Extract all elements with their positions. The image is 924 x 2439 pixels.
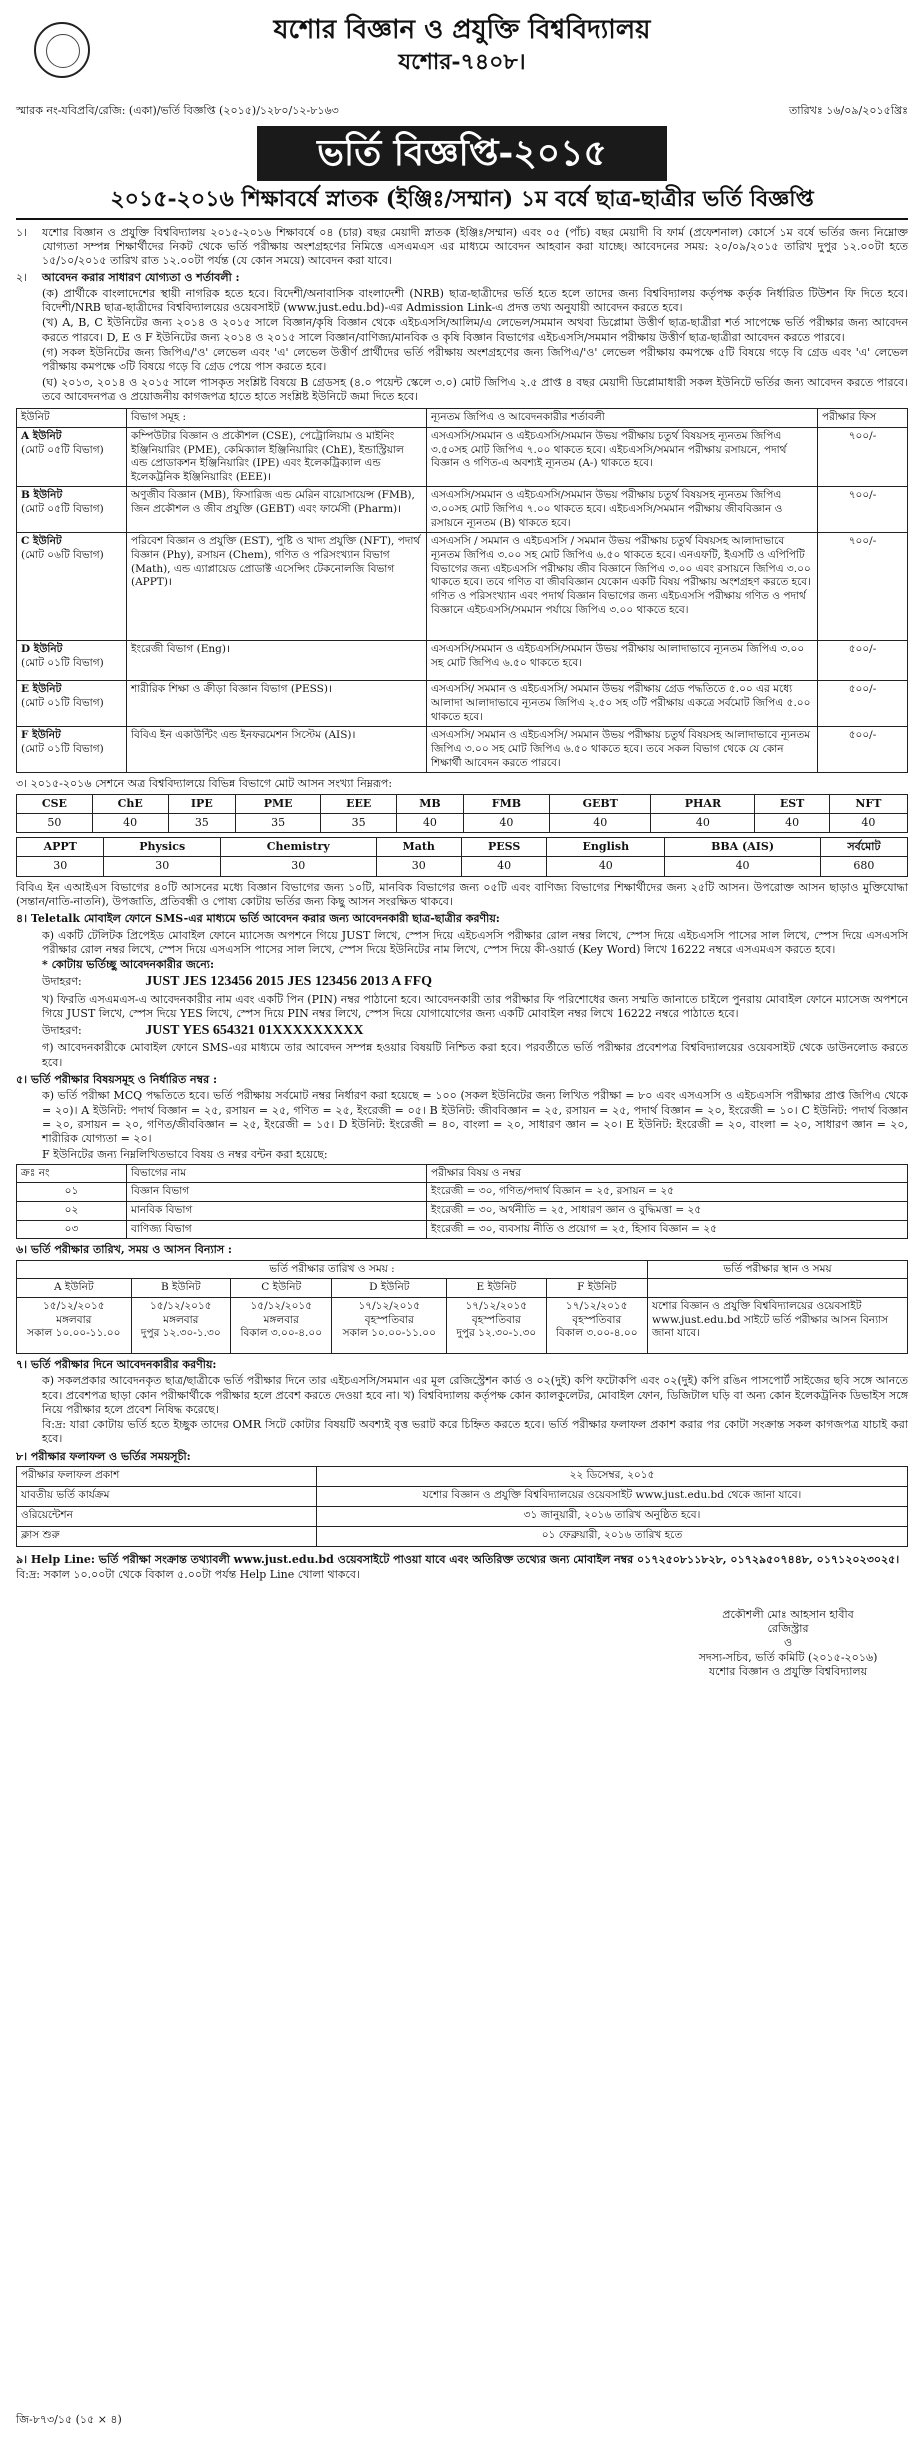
reference-line [16, 104, 908, 118]
notice-header [16, 14, 908, 100]
sms-example-1: JUST JES 123456 2015 JES 123456 2013 A FFQ [145, 974, 433, 990]
seat-dept-label: ChE [92, 794, 168, 813]
result-schedule-table [16, 1466, 908, 1547]
schedule-unit: A ইউনিট [17, 1279, 132, 1298]
university-logo [34, 22, 90, 78]
seat-dept-label: Math [376, 838, 461, 857]
seat-dept-label: PME [236, 794, 321, 813]
section-1-text: যশোর বিজ্ঞান ও প্রযুক্তি বিশ্ববিদ্যালয় ২০১৫-২০১৬ শিক্ষাবর্ষে ০৪ (চার) বছর মেয়াদী স্নাতক (ইঞ্জিঃ/সম্মান) এবং ০৫ (পাঁচ) বছর মেয়াদী বি ফার্ম (প্রফেশনাল) কোর্সে ১ম বর্ষে ভর্তির জন্য নিম্নোক্ত যোগ্যতা সম্পন্ন শিক্ষার্থীদের নিকট থেকে ভর্তি পরীক্ষায় অংশগ্রহণের নিমিত্তে এসএমএস এর মাধ্যমে আবেদন আহবান করা যাচ্ছে। আবেদনের সময়: ২০/০৯/২০১৫ তারিখ দুপুর ১২.০০টা হতে ১৫/১০/২০১৫ তারিখ রাত ১২.০০টা পর্যন্ত (যে কোন সময়ে) আবেদন করা যাবে। [42, 225, 908, 268]
seat-values-row [17, 857, 908, 876]
table-row: ০১ বিজ্ঞান বিভাগ ইংরেজী = ৩০, গণিত/পদার্থ বিজ্ঞান = ২৫, রসায়ন = ২৫ [17, 1183, 908, 1202]
schedule-unit: C ইউনিট [231, 1279, 332, 1298]
table-row: E ইউনিট (মোট ০১টি বিভাগ) শারীরিক শিক্ষা ও ক্রীড়া বিজ্ঞান বিভাগ (PESS)। এসএসসি/ সমমান ও এইচএসসি/ সমমান উভয় পরীক্ষায় গ্রেড পদ্ধতিতে ৫.০০ এর মধ্যে আলাদা আলাদাভাবে ন্যূনতম জিপিএ ২.৫০ সহ ৩টি পরীক্ষায় একত্রে সর্বমোট জিপিএ ৫.০০ থাকতে হবে। ৫০০/- [17, 681, 908, 727]
table-row: পরীক্ষার ফলাফল প্রকাশ ২২ ডিসেম্বর, ২০১৫ [17, 1467, 908, 1487]
section-6 [16, 1243, 908, 1257]
seat-count: 40 [651, 813, 755, 832]
seat-count: 30 [220, 857, 376, 876]
eligibility-para: (ঘ) ২০১৩, ২০১৪ ও ২০১৫ সালে পাসকৃত সংশ্লিষ্ট বিষয়ে B গ্রেডসহ (৪.০ পয়েন্ট স্কেলে ৩.০) মোট জিপিএ ২.৫ প্রাপ্ত ৪ বছর মেয়াদী ডিপ্লোমাধারী সকল ইউনিটে ভর্তির জন্য আবেদন করতে পারবে। তবে আবেদনপত্র ও প্রয়োজনীয় কাগজপত্র হাতে হাতে সংশ্লিষ্ট ইউনিটে জমা দিতে হবে। [42, 375, 908, 403]
notice-banner: ভর্তি বিজ্ঞপ্তি-২০১৫ [257, 126, 667, 181]
signatory-role: সদস্য-সচিব, ভর্তি কমিটি (২০১৫-২০১৬) [698, 1650, 878, 1664]
seat-count: 40 [461, 857, 546, 876]
f-unit-note: F ইউনিটের জন্য নিম্নলিখিতভাবে বিষয় ও নম্বর বন্টন করা হয়েছে: [42, 1147, 328, 1161]
signatory-title: রেজিস্ট্রার [767, 1621, 809, 1635]
seat-dept-label: Physics [104, 838, 220, 857]
notice-subtitle: ২০১৫-২০১৬ শিক্ষাবর্ষে স্নাতক (ইঞ্জিঃ/সম্মান) ১ম বর্ষে ছাত্র-ছাত্রীর ভর্তি বিজ্ঞপ্তি [16, 185, 908, 220]
seats-heading: ৩। ২০১৫-২০১৬ সেশনে অত্র বিশ্ববিদ্যালয়ে বিভিন্ন বিভাগে মোট আসন সংখ্যা নিম্নরূপ: [16, 777, 393, 791]
seat-labels-row [17, 838, 908, 857]
seat-dept-label: BBA (AIS) [665, 838, 820, 857]
seat-count: 40 [550, 813, 651, 832]
seats-table-2 [16, 837, 908, 877]
units-table [16, 408, 908, 773]
section-1: ১। যশোর বিজ্ঞান ও প্রযুক্তি বিশ্ববিদ্যালয় ২০১৫-২০১৬ শিক্ষাবর্ষে ০৪ (চার) বছর মেয়াদী স্নাতক (ইঞ্জিঃ/সম্মান) এবং ০৫ (পাঁচ) বছর মেয়াদী বি ফার্ম (প্রফেশনাল) কোর্সে ১ম বর্ষে ভর্তির জন্য নিম্নোক্ত যোগ্যতা সম্পন্ন শিক্ষার্থীদের নিকট থেকে ভর্তি পরীক্ষায় অংশগ্রহণের নিমিত্তে এসএমএস এর মাধ্যমে আবেদন আহবান করা যাচ্ছে। আবেদনের সময়: ২০/০৯/২০১৫ তারিখ দুপুর ১২.০০টা হতে ১৫/১০/২০১৫ তারিখ রাত ১২.০০টা পর্যন্ত (যে কোন সময়ে) আবেদন করা যাবে। [16, 225, 908, 268]
seat-count: 40 [397, 813, 464, 832]
exam-marks-text: ক) ভর্তি পরীক্ষা MCQ পদ্ধতিতে হবে। ভর্তি পরীক্ষায় সর্বমোট নম্বর নির্ধারণ করা হয়েছে = ১০০ (সকল ইউনিটের জন্য লিখিত পরীক্ষা = ৮০ এবং এসএসসি ও এইচএসসি পরীক্ষার প্রাপ্ত জিপিএ থেকে = ২০)। A ইউনিট: পদার্থ বিজ্ঞান = ২৫, রসায়ন = ২৫, গণিত = ২৫, ইংরেজী = ০৫। B ইউনিট: জীববিজ্ঞান = ২৫, রসায়ন = ২৫, পদার্থ বিজ্ঞান = ২০, ইংরেজী = ১০। C ইউনিট: পদার্থ বিজ্ঞান = ২০, রসায়ন = ২০, গণিত/জীববিজ্ঞান = ২৫, ইংরেজী = ১৫। D ইউনিট: ইংরেজী = ৪০, বাংলা = ২০, সাধারণ জ্ঞান = ২০। E ইউনিট: ইংরেজী = ২০, বাংলা = ২০, সাধারণ জ্ঞান = ২০, শারীরিক যোগ্যতা = ২০। [42, 1089, 908, 1146]
table-row: C ইউনিট (মোট ০৬টি বিভাগ) পরিবেশ বিজ্ঞান ও প্রযুক্তি (EST), পুষ্টি ও খাদ্য প্রযুক্তি (NFT), পদার্থ বিজ্ঞান (Phy), রসায়ন (Chem), গণিত ও পরিসংখ্যান বিভাগ (Math), এন্ড এ্যাপ্লায়েড প্রোডাক্ট এসেন্সিং টেকনোলজি বিভাগ (APPT)। এসএসসি / সমমান ও এইচএসসি / সমমান উভয় পরীক্ষায় চতুর্থ বিষয়সহ আলাদাভাবে ন্যূনতম জিপিএ ৩.০০ সহ মোট জিপিএ ৬.৫০ থাকতে হবে। এনএফটি, ইএসটি ও এপিপিটি বিভাগের জন্য এইচএসসি পরীক্ষায় জীব বিজ্ঞানে জিপিএ ৩.০০ এবং রসায়নে জিপিএ ৩.০০ থাকতে হবে। তবে গণিত বা জীববিজ্ঞান যেকোন একটি বিষয় পরীক্ষায় অংশগ্রহণ করতে হবে। গণিত ও পরিসংখ্যান এবং পদার্থ বিজ্ঞান বিভাগের জন্য এইচএসসি পরীক্ষায় গণিত ও পদার্থ বিজ্ঞানে এইচএসসি/সমমান পর্যায়ে জিপিএ ৩.০০ থাকতে হবে। ৭০০/- [17, 533, 908, 641]
seat-count: 40 [755, 813, 829, 832]
seat-count: 40 [829, 813, 907, 832]
exam-schedule-table: ভর্তি পরীক্ষার তারিখ ও সময় : ভর্তি পরীক্ষার স্থান ও সময় A ইউনিট B ইউনিট C ইউনিট D ইউনিট E ইউনিট F ইউনিট ১৫/১২/২০১৫ মঙ্গলবার সকাল ১০.০০-১১.০০ ১৫/১২/২০১৫ মঙ্গলবার দুপুর ১২.৩০-১.৩০ ১৫/১২/২০১৫ মঙ্গলবার বিকাল ৩.০০-৪.০০ ১৭/১২/২০১৫ বৃহস্পতিবার সকাল ১০.০০-১১.০০ ১৭/১২/২০১৫ বৃহস্পতিবার দুপুর ১২.৩০-১.৩০ ১৭/১২/২০১৫ বৃহস্পতিবার বিকাল ৩.০০-৪.০০ যশোর বিজ্ঞান ও প্রযুক্তি বিশ্ববিদ্যালয়ের ওয়েবসাইট www.just.edu.bd সাইটে ভর্তি পরীক্ষার আসন বিন্যাস জানা যাবে। [16, 1260, 908, 1354]
schedule-slot: ১৭/১২/২০১৫ বৃহস্পতিবার সকাল ১০.০০-১১.০০ [332, 1297, 447, 1353]
omr-note: বি:দ্র: যারা কোটায় ভর্তি হতে ইচ্ছুক তাদের OMR সিটে কোটার বিষয়টি অবশ্যই বৃত্ত ভরাট করে চিহ্নিত করতে হবে। ভর্তি পরীক্ষার ফলাফল প্রকাশ করার পর কোটা সংক্রান্ত সকল কাগজপত্র যাচাই করা হবে। [42, 1418, 908, 1446]
section-3 [16, 777, 908, 791]
seat-count: 35 [236, 813, 321, 832]
sms-instructions: ক) একটি টেলিটক প্রিপেইড মোবাইল ফোনে ম্যাসেজ অপশনে গিয়ে JUST লিখে, স্পেস দিয়ে এইচএসসি পরীক্ষার রোল নম্বর লিখে, স্পেস দিয়ে এইচএসসি পাসের সাল লিখে, স্পেস দিয়ে এসএসসি পরীক্ষার রোল নম্বর লিখে, স্পেস দিয়ে এসএসসি পাসের সাল লিখে, স্পেস দিয়ে ইউনিটের নাম লিখে, স্পেস দিয়ে কী-ওয়ার্ড (Key Word) লিখে 16222 নম্বরে এসএমএস করতে হবে। [42, 928, 908, 956]
schedule-slot: ১৭/১২/২০১৫ বৃহস্পতিবার বিকাল ৩.০০-৪.০০ [546, 1297, 648, 1353]
seat-dept-label: PESS [461, 838, 546, 857]
seat-labels-row [17, 794, 908, 813]
seat-count: 40 [463, 813, 549, 832]
seat-values-row [17, 813, 908, 832]
table-row: ক্লাস শুরু ০১ ফেব্রুয়ারী, ২০১৬ তারিখ হতে [17, 1527, 908, 1547]
quota-text: বিবিএ ইন এআইএস বিভাগের ৪০টি আসনের মধ্যে বিজ্ঞান বিভাগের জন্য ১০টি, মানবিক বিভাগের জন্য ০৫টি এবং বাণিজ্য বিভাগের শিক্ষার্থীদের জন্য ২৫টি আসন। উপরোক্ত আসন ছাড়াও মুক্তিযোদ্ধা (সন্তান/নাতি-নাতনি), উপজাতি, প্রতিবন্ধী ও পোষ্য কোটায় ভর্তির জন্য কিছু আসন সংরক্ষিত থাকবে। [16, 880, 908, 908]
section-8 [16, 1450, 908, 1464]
section-8-heading: ৮। পরীক্ষার ফলাফল ও ভর্তির সময়সূচী: [16, 1449, 191, 1463]
seat-dept-label: PHAR [651, 794, 755, 813]
schedule-details-row [17, 1297, 908, 1353]
seat-count: 680 [820, 857, 907, 876]
f-unit-table: ক্রঃ নং বিভাগের নাম পরীক্ষার বিষয় ও নম্বর ০১ বিজ্ঞান বিভাগ ইংরেজী = ৩০, গণিত/পদার্থ বিজ্ঞান = ২৫, রসায়ন = ২৫ ০২ মানবিক বিভাগ ইংরেজী = ৩০, অর্থনীতি = ২৫, সাধারণ জ্ঞান ও বুদ্ধিমত্তা = ২৫ ০৩ বাণিজ্য বিভাগ ইংরেজী = ৩০, ব্যবসায় নীতি ও প্রয়োগ = ২৫, হিসাব বিজ্ঞান = ২৫ [16, 1164, 908, 1240]
schedule-unit: E ইউনিট [447, 1279, 546, 1298]
notice-date: তারিখঃ ১৬/০৯/২০১৫খ্রিঃ [789, 104, 908, 117]
seats-table-1 [16, 794, 908, 834]
table-row: ০৩ বাণিজ্য বিভাগ ইংরেজী = ৩০, ব্যবসায় নীতি ও প্রয়োগ = ২৫, হিসাব বিজ্ঞান = ২৫ [17, 1220, 908, 1239]
university-city: যশোর-৭৪০৮। [398, 48, 526, 75]
table-row: যাবতীয় ভর্তি কার্যক্রম যশোর বিজ্ঞান ও প্রযুক্তি বিশ্ববিদ্যালয়ের ওয়েবসাইট www.just.edu.bd থেকে জানা যাবে। [17, 1487, 908, 1507]
schedule-unit: B ইউনিট [131, 1279, 230, 1298]
schedule-unit: D ইউনিট [332, 1279, 447, 1298]
university-name: যশোর বিজ্ঞান ও প্রযুক্তি বিশ্ববিদ্যালয় [273, 15, 651, 45]
schedule-slot: ১৫/১২/২০১৫ মঙ্গলবার সকাল ১০.০০-১১.০০ [17, 1297, 132, 1353]
section-6-heading: ৬। ভর্তি পরীক্ষার তারিখ, সময় ও আসন বিন্যাস : [16, 1243, 232, 1257]
signature-block: প্রকৌশলী মোঃ আহসান হাবীব রেজিস্ট্রার ও সদস্য-সচিব, ভর্তি কমিটি (২০১৫-২০১৬) যশোর বিজ্ঞান ও প্রযুক্তি বিশ্ববিদ্যালয় [668, 1608, 908, 1679]
sms-example-2: JUST YES 654321 01XXXXXXXXX [145, 1023, 364, 1039]
exam-venue-text: যশোর বিজ্ঞান ও প্রযুক্তি বিশ্ববিদ্যালয়ের ওয়েবসাইট www.just.edu.bd সাইটে ভর্তি পরীক্ষার আসন বিন্যাস জানা যাবে। [648, 1297, 908, 1353]
seat-dept-label: EEE [321, 794, 397, 813]
schedule-slot: ১৫/১২/২০১৫ মঙ্গলবার বিকাল ৩.০০-৪.০০ [231, 1297, 332, 1353]
seat-dept-label: NFT [829, 794, 907, 813]
schedule-slot: ১৭/১২/২০১৫ বৃহস্পতিবার দুপুর ১২.৩০-১.৩০ [447, 1297, 546, 1353]
section-4 [16, 912, 908, 926]
seat-dept-label: English [547, 838, 665, 857]
example-label: উদাহরণ: [42, 975, 82, 989]
exam-day-instructions: ক) সকলপ্রকার আবেদনকৃত ছাত্র/ছাত্রীকে ভর্তি পরীক্ষার দিনে তার এইচএসসি/সমমান এর মূল রেজিস্ট্রেশন কার্ড ও ০২(দুই) কপি ফটোকপি এবং ০২(দুই) কপি রঙিন পাসপোর্ট সাইজের ছবি সঙ্গে আনতে হবে। প্রবেশপত্র ছাড়া কোন পরীক্ষার্থীকে পরীক্ষার হলে প্রবেশ করতে দেওয়া হবে না। খ) বিশ্ববিদ্যালয় কর্তৃপক্ষ কোন ক্যালকুলেটর, মোবাইল ফোন, ডিজিটাল ঘড়ি বা অন্য কোন ইলেকট্রনিক ডিভাইস সঙ্গে নিয়ে পরীক্ষার হলে প্রবেশ নিষিদ্ধ করেছে। [42, 1374, 908, 1416]
example-label: উদাহরণ: [42, 1024, 82, 1038]
section-5 [16, 1073, 908, 1087]
table-row: B ইউনিট (মোট ০৫টি বিভাগ) অণুজীব বিজ্ঞান (MB), ফিসারিজ এন্ড মেরিন বায়োসায়েন্স (FMB), জিন প্রকৌশল ও জীব প্রযুক্তি (GEBT) এবং ফার্মেসী (Pharm)। এসএসসি/সমমান ও এইচএসসি/সমমান উভয় পরীক্ষায় চতুর্থ বিষয়সহ ন্যূনতম জিপিএ ৩.০০সহ মোট জিপিএ ৭.০০ থাকতে হবে। এইচএসসি/সমমান পরীক্ষায় জীববিজ্ঞান ও রসায়নে ন্যূনতম (B) থাকতে হবে। ৭০০/- [17, 487, 908, 533]
seat-count: 30 [104, 857, 220, 876]
section-7-heading: ৭। ভর্তি পরীক্ষার দিনে আবেদনকারীর করণীয়: [16, 1357, 217, 1371]
seat-count: 30 [376, 857, 461, 876]
section-7 [16, 1358, 908, 1372]
schedule-slot: ১৫/১২/২০১৫ মঙ্গলবার দুপুর ১২.৩০-১.৩০ [131, 1297, 230, 1353]
seat-dept-label: GEBT [550, 794, 651, 813]
seat-dept-label: CSE [17, 794, 93, 813]
help-line: ৯। Help Line: ভর্তি পরীক্ষা সংক্রান্ত তথ্যাবলী www.just.edu.bd ওয়েবসাইটে পাওয়া যাবে এবং অতিরিক্ত তথ্যের জন্য মোবাইল নম্বর ০১৭২৫০৮১১৮২৮, ০১৭২৯৫০৭৪৪৮, ০১৭১২০২৩০২৫। [16, 1553, 900, 1567]
section-4-heading: ৪। Teletalk মোবাইল ফোনে SMS-এর মাধ্যমে ভর্তি আবেদন করার জন্য আবেদনকারী ছাত্র-ছাত্রীর করণীয়: [16, 912, 500, 926]
seat-dept-label: FMB [463, 794, 549, 813]
eligibility-para: (খ) A, B, C ইউনিটের জন্য ২০১৪ ও ২০১৫ সালে বিজ্ঞান/কৃষি বিজ্ঞান থেকে এইচএসসি/আলিম/এ লেভেল/সমমান অথবা ডিপ্লোমা উত্তীর্ণ ছাত্র-ছাত্রীরা শর্ত সাপেক্ষে ভর্তি পরীক্ষার জন্য আবেদন করতে পারবে। D, E ও F ইউনিটের জন্য ২০১৪ ও ২০১৫ সালে বিজ্ঞান/বাণিজ্য/মানবিক ও কৃষি বিজ্ঞান বিভাগের এইচএসসি/সমমান পরীক্ষায় উত্তীর্ণ ছাত্র-ছাত্রীরা আবেদন করতে পারবে। [42, 316, 908, 344]
schedule-unit: F ইউনিট [546, 1279, 648, 1298]
seat-count: 30 [17, 857, 104, 876]
help-line-note: বি:দ্র: সকাল ১০.০০টা থেকে বিকাল ৫.০০টা পর্যন্ত Help Line খোলা থাকবে। [16, 1568, 360, 1582]
seat-count: 40 [547, 857, 665, 876]
section-2-heading: আবেদন করার সাধারণ যোগ্যতা ও শর্তাবলী : [42, 270, 240, 284]
signatory-org: যশোর বিজ্ঞান ও প্রযুক্তি বিশ্ববিদ্যালয় [708, 1664, 868, 1678]
table-row: F ইউনিট (মোট ০১টি বিভাগ) বিবিএ ইন একাউন্টিং এন্ড ইনফরমেশন সিস্টেম (AIS)। এসএসসি/ সমমান ও এইচএসসি/ সমমান উভয় পরীক্ষায় চতুর্থ বিষয়সহ আলাদাভাবে ন্যূনতম জিপিএ ৩.০০ সহ মোট জিপিএ ৬.৫০ থাকতে হবে। তবে সকল বিভাগ থেকে যে কোন শিক্ষার্থী আবেদন করতে পারবে। ৫০০/- [17, 727, 908, 773]
table-row: A ইউনিট (মোট ০৫টি বিভাগ) কম্পিউটার বিজ্ঞান ও প্রকৌশল (CSE), পেট্রোলিয়াম ও মাইনিং ইঞ্জিনিয়ারিং (PME), কেমিক্যাল ইঞ্জিনিয়ারিং (ChE), ইন্ডাস্ট্রিয়াল এন্ড প্রোডাকশন ইঞ্জিনিয়ারিং (IPE) এবং ইলেকট্রিক্যাল এন্ড ইলেকট্রনিক ইঞ্জিনিয়ারিং (EEE)। এসএসসি/সমমান ও এইচএসসি/সমমান উভয় পরীক্ষায় চতুর্থ বিষয়সহ ন্যূনতম জিপিএ ৩.৫০সহ মোট জিপিএ ৭.০০ থাকতে হবে। এইচএসসি/সমমান পরীক্ষায় রসায়নে, পদার্থ বিজ্ঞান ও গণিত-এ অবশ্যই ন্যূনতম (A-) থাকতে হবে। ৭০০/- [17, 427, 908, 487]
table-row: ০২ মানবিক বিভাগ ইংরেজী = ৩০, অর্থনীতি = ২৫, সাধারণ জ্ঞান ও বুদ্ধিমত্তা = ২৫ [17, 1202, 908, 1221]
seat-dept-label: IPE [168, 794, 235, 813]
seat-count: 35 [321, 813, 397, 832]
print-code: জি-৮৭৩/১৫ (১৫ × ৪) [16, 2412, 122, 2426]
schedule-units-row [17, 1279, 908, 1298]
section-5-heading: ৫। ভর্তি পরীক্ষার বিষয়সমূহ ও নির্ধারিত নম্বর : [16, 1073, 218, 1087]
signatory-name: প্রকৌশলী মোঃ আহসান হাবীব [722, 1607, 854, 1621]
seat-count: 40 [665, 857, 820, 876]
seat-dept-label: Chemistry [220, 838, 376, 857]
seat-count: 40 [92, 813, 168, 832]
table-row: ওরিয়েন্টেশন ৩১ জানুয়ারী, ২০১৬ তারিখ অনুষ্ঠিত হবে। [17, 1507, 908, 1527]
quota-note: * কোটায় ভর্তিচ্ছু আবেদনকারীর জন্যে: [42, 958, 215, 972]
seat-dept-label: MB [397, 794, 464, 813]
seat-dept-label: APPT [17, 838, 104, 857]
seat-dept-label: EST [755, 794, 829, 813]
table-row: D ইউনিট (মোট ০১টি বিভাগ) ইংরেজী বিভাগ (Eng)। এসএসসি/সমমান ও এইচএসসি/সমমান উভয় পরীক্ষায় আলাদাভাবে ন্যূনতম জিপিএ ৩.০০ সহ মোট জিপিএ ৬.৫০ থাকতে হবে। ৫০০/- [17, 641, 908, 681]
section-2: ২। আবেদন করার সাধারণ যোগ্যতা ও শর্তাবলী : [16, 271, 908, 285]
memo-number: স্মারক নং-যবিপ্রবি/রেজি: (একা)/ভর্তি বিজ্ঞপ্তি (২০১৫)/১২৮০/১২-৮১৬৩ [16, 104, 339, 117]
units-table-header: ইউনিট বিভাগ সমূহ : ন্যূনতম জিপিএ ও আবেদনকারীর শর্তাবলী পরীক্ষার ফিস [17, 409, 908, 428]
pin-instructions: খ) ফিরতি এসএমএস-এ আবেদনকারীর নাম এবং একটি পিন (PIN) নম্বর পাঠানো হবে। আবেদনকারী তার পরীক্ষার ফি পরিশোধের জন্য সম্মতি জানাতে চাইলে পুনরায় মোবাইল ফোনে ম্যাসেজ অপশনে গিয়ে JUST লিখে, স্পেস দিয়ে YES লিখে, স্পেস দিয়ে PIN নম্বর লিখে, স্পেস দিয়ে যোগাযোগের জন্য একটি মোবাইল নম্বর লিখে 16222 নম্বরে পাঠাতে হবে। [42, 992, 908, 1020]
eligibility-para: (ক) প্রার্থীকে বাংলাদেশের স্থায়ী নাগরিক হতে হবে। বিদেশী/অনাবাসিক বাংলাদেশী (NRB) ছাত্র-ছাত্রীদের ভর্তি হতে হলে তাদের জন্য বিশ্ববিদ্যালয় কর্তৃপক্ষ কর্তৃক নির্ধারিত টিউশন ফি দিতে হবে। বিদেশী/NRB ছাত্র-ছাত্রীদের বিশ্ববিদ্যালয়ের ওয়েবসাইট (www.just.edu.bd)-এর Admission Link-এ প্রদত্ত তথ্য অনুযায়ী আবেদন করতে হবে। [42, 286, 908, 315]
eligibility-para: (গ) সকল ইউনিটের জন্য জিপিএ/'ও' লেভেল এবং 'এ' লেভেল উত্তীর্ণ প্রার্থীদের ভর্তি পরীক্ষায় অংশগ্রহণের জন্য জিপিএ/'ও' লেভেল পরীক্ষায় কমপক্ষে ৫টি বিষয়ে গড়ে বি গ্রেড এবং 'এ' লেভেল পরীক্ষায় কমপক্ষে ৩টি বিষয়ে গড়ে বি গ্রেড পেয়ে পাস করতে হবে। [42, 346, 908, 374]
confirmation-text: গ) আবেদনকারীকে মোবাইল ফোনে SMS-এর মাধ্যমে তার আবেদন সম্পন্ন হওয়ার বিষয়টি নিশ্চিত করা হবে। পরবর্তীতে ভর্তি পরীক্ষার প্রবেশপত্র বিশ্ববিদ্যালয়ের ওয়েবসাইট থেকে ডাউনলোড করতে হবে। [42, 1041, 908, 1069]
seat-count: 35 [168, 813, 235, 832]
seat-dept-label: সর্বমোট [820, 838, 907, 857]
seat-count: 50 [17, 813, 93, 832]
